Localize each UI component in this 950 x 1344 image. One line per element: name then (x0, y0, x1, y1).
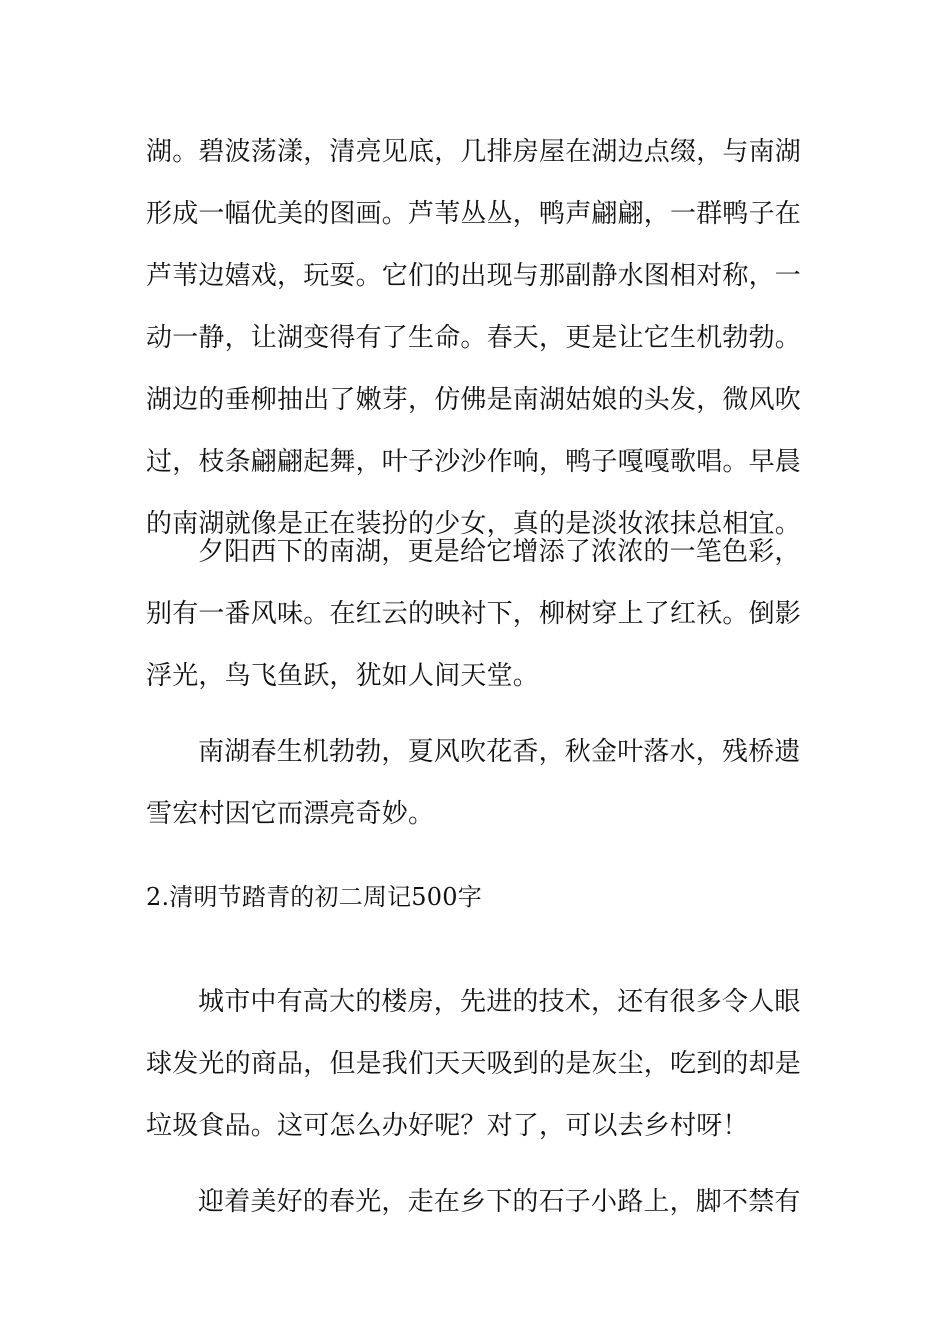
paragraph-nanhu-morning: 湖。碧波荡漾，清亮见底，几排房屋在湖边点缀，与南湖形成一幅优美的图画。芦苇丛丛，鸭声翩翩，一群鸭子在芦苇边嬉戏，玩耍。它们的出现与那副静水图相对称，一动一静，让湖变得有了生命。春天，更是让它生机勃勃。湖边的垂柳抽出了嫩芽，仿佛是南湖姑娘的头发，微风吹过，枝条翩翩起舞，叶子沙沙作响，鸭子嘎嘎歌唱。早晨的南湖就像是正在装扮的少女，真的是淡妆浓抹总相宜。 (146, 137, 802, 539)
paragraph-countryside: 迎着美好的春光，走在乡下的石子小路上，脚不禁有 (198, 1187, 801, 1217)
paragraph-city: 城市中有高大的楼房，先进的技术，还有很多令人眼球发光的商品，但是我们天天吸到的是灰尘，吃到的却是垃圾食品。这可怎么办好呢？对了，可以去乡村呀！ (146, 987, 802, 1141)
paragraph-nanhu-sunset: 夕阳西下的南湖，更是给它增添了浓浓的一笔色彩，别有一番风味。在红云的映衬下，柳树穿上了红袄。倒影浮光，鸟飞鱼跃，犹如人间天堂。 (146, 537, 802, 691)
section-heading: 2.清明节踏青的初二周记500字 (146, 883, 482, 911)
paragraph-nanhu-seasons: 南湖春生机勃勃，夏风吹花香，秋金叶落水，残桥遗雪宏村因它而漂亮奇妙。 (146, 737, 801, 829)
